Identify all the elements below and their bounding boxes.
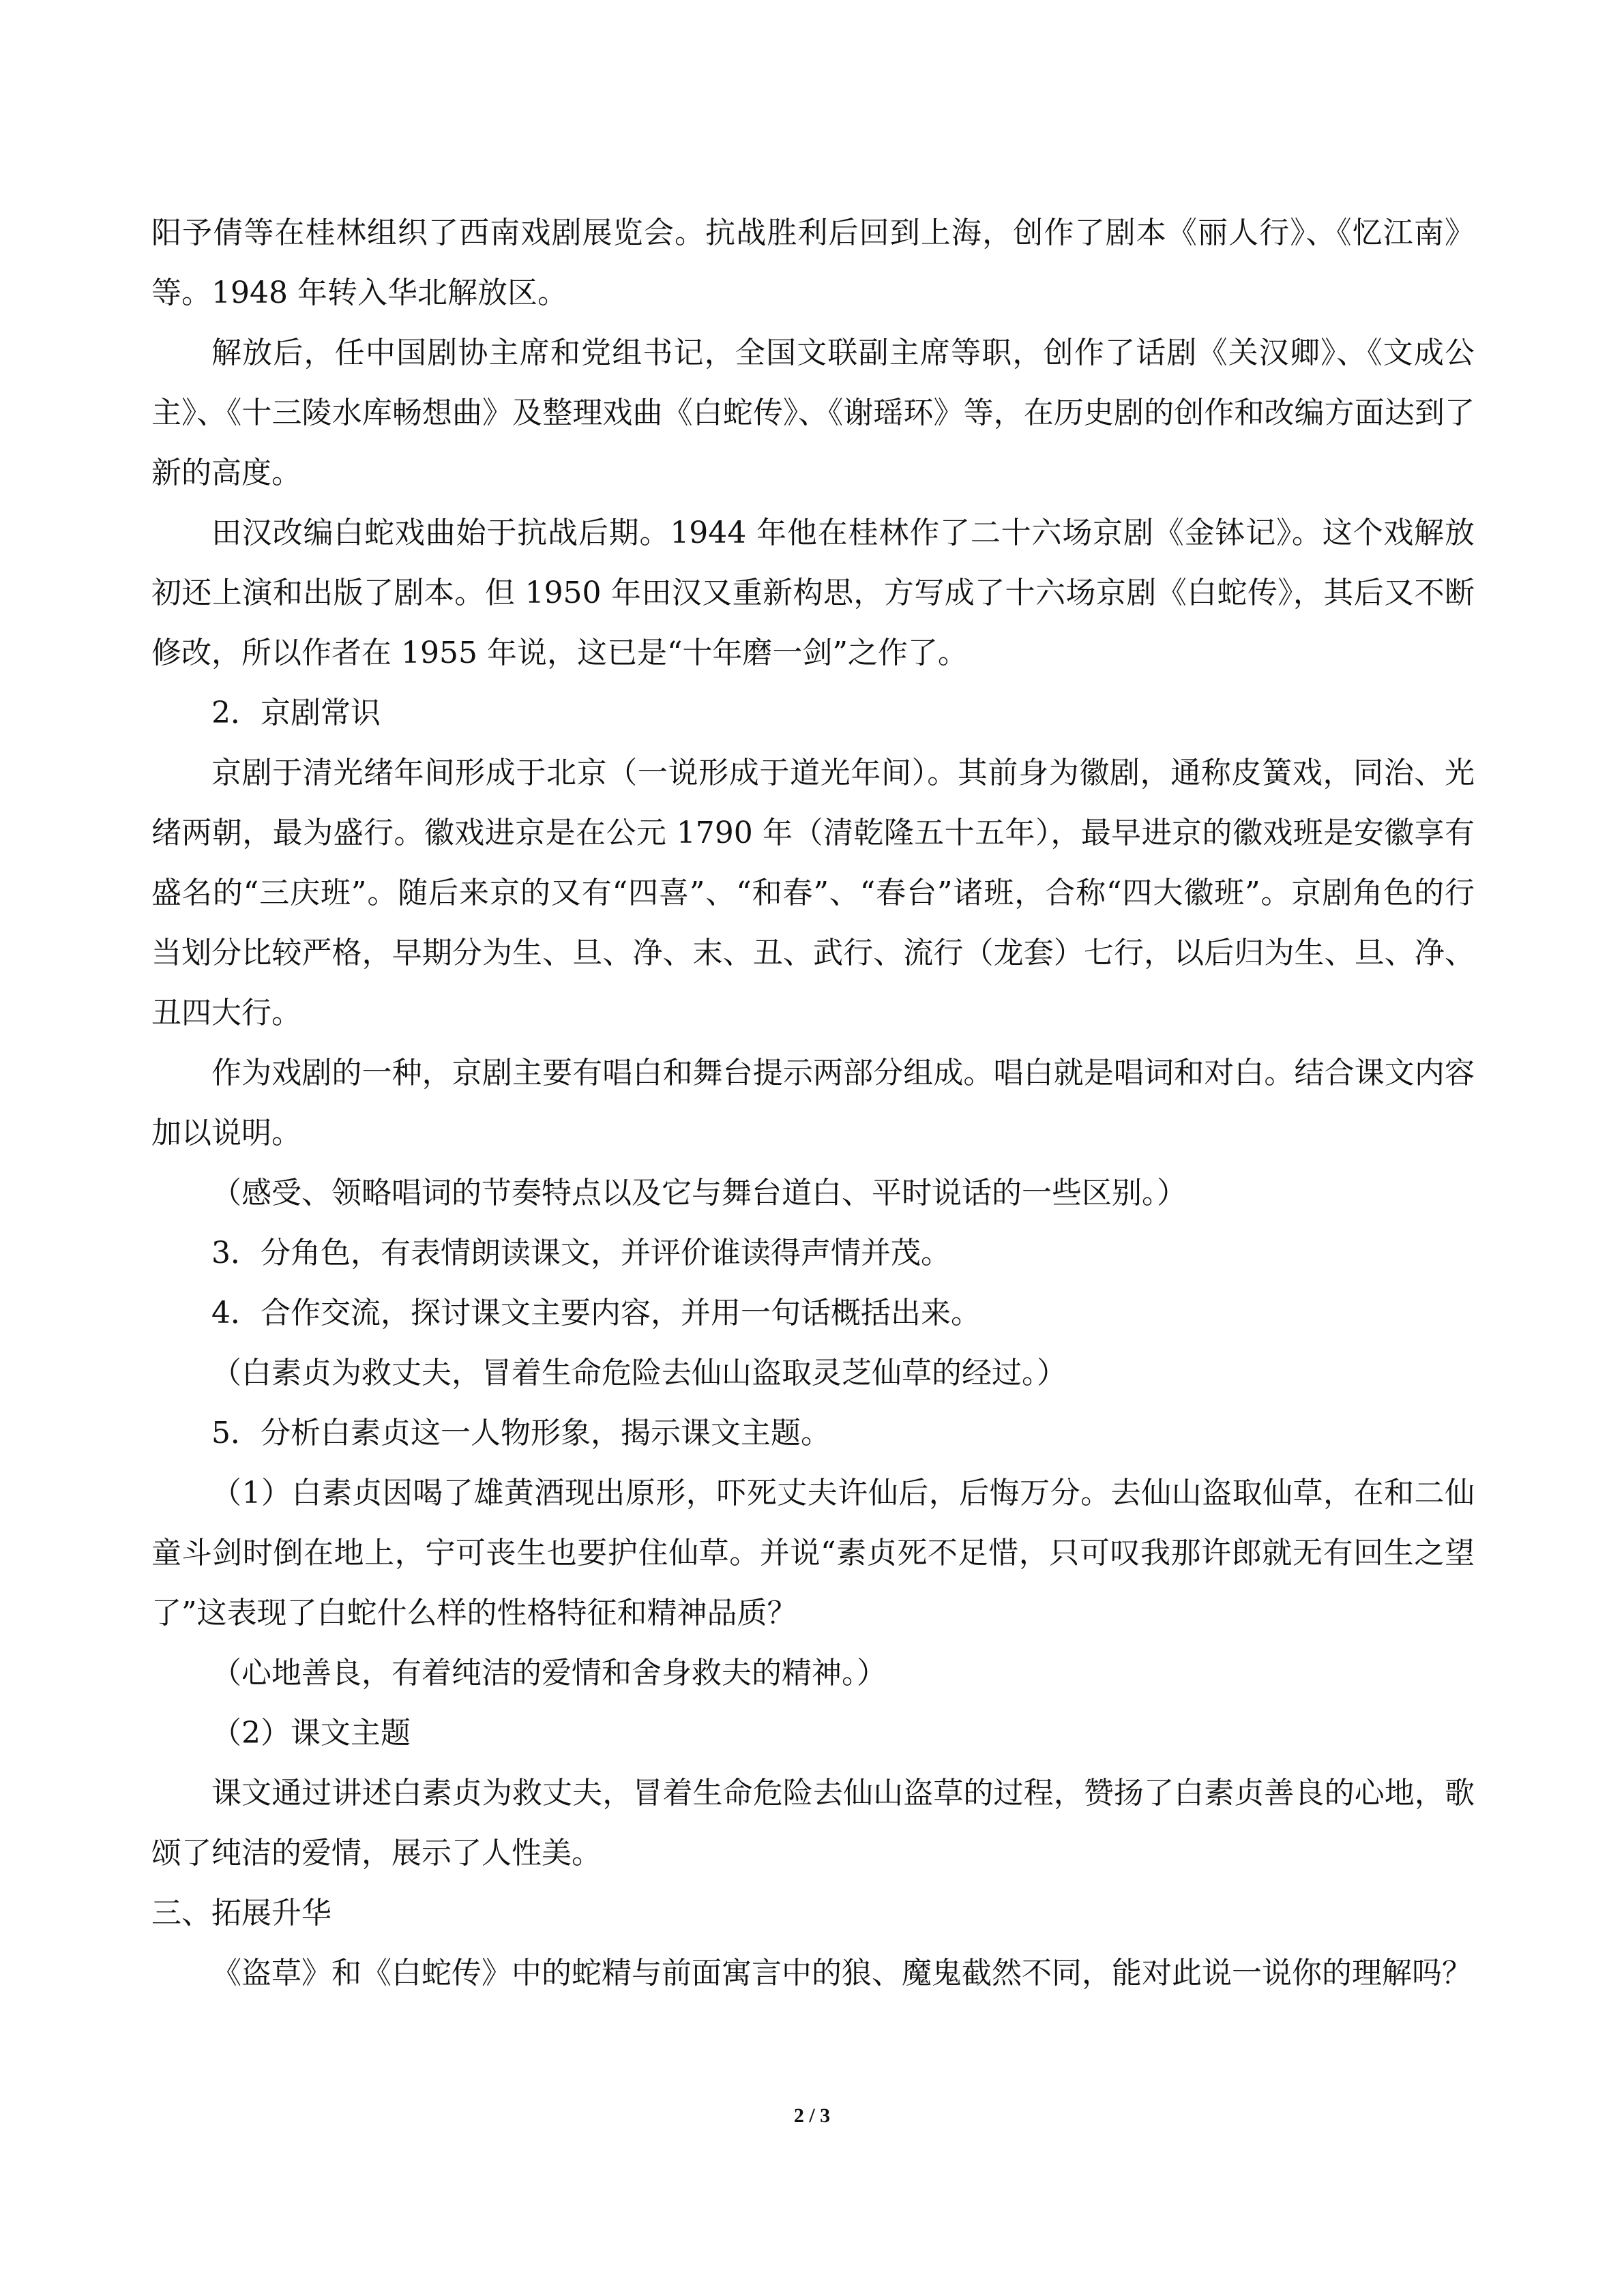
page-number: 2 / 3	[793, 2104, 831, 2127]
answer-summary: （白素贞为救丈夫，冒着生命危险去仙山盗取灵芝仙草的经过。）	[211, 1356, 1067, 1390]
paragraph-post-liberation: 解放后，任中国剧协主席和党组书记，全国文联副主席等职，创作了话剧《关汉卿》、《文成公主》、《十三陵水库畅想曲》及整理戏曲《白蛇传》、《谢瑶环》等，在历史剧的创作和改编方面达到了新的高度。	[151, 336, 1475, 490]
task-summarize: 4．合作交流，探讨课文主要内容，并用一句话概括出来。	[211, 1296, 981, 1330]
paragraph-adaptation-history: 田汉改编白蛇戏曲始于抗战后期。1944 年他在桂林作了二十六场京剧《金钵记》。这个戏解放初还上演和出版了剧本。但 1950 年田汉又重新构思，方写成了十六场京剧《白蛇传》，其后又不断修改，所以作者在 1955 年说，这已是“十年磨一剑”之作了。	[151, 516, 1475, 670]
paragraph-peking-opera-origin: 京剧于清光绪年间形成于北京（一说形成于道光年间）。其前身为徽剧，通称皮簧戏，同治、光绪两朝，最为盛行。徽戏进京是在公元 1790 年（清乾隆五十五年），最早进京的徽戏班是安徽享有盛名的“三庆班”。随后来京的又有“四喜”、“和春”、“春台”诸班，合称“四大徽班”。京剧角色的行当划分比较严格，早期分为生、旦、净、末、丑、武行、流行（龙套）七行，以后归为生、旦、净、丑四大行。	[151, 756, 1475, 1030]
paragraph-opera-composition: 作为戏剧的一种，京剧主要有唱白和舞台提示两部分组成。唱白就是唱词和对白。结合课文内容加以说明。	[151, 1056, 1475, 1150]
paragraph-extension-question: 《盗草》和《白蛇传》中的蛇精与前面寓言中的狼、魔鬼截然不同，能对此说一说你的理解吗？	[211, 1956, 1472, 1991]
answer-character: （心地善良，有着纯洁的爱情和舍身救夫的精神。）	[211, 1656, 887, 1690]
paragraph-character-question: （1）白素贞因喝了雄黄酒现出原形，吓死丈夫许仙后，后悔万分。去仙山盗取仙草，在和二仙童斗剑时倒在地上，宁可丧生也要护住仙草。并说“素贞死不足惜，只可叹我那许郎就无有回生之望了”这表现了白蛇什么样的性格特征和精神品质？	[151, 1476, 1475, 1630]
subheading-theme: （2）课文主题	[211, 1716, 411, 1750]
document-body	[151, 203, 1475, 2003]
paragraph-note-rhythm: （感受、领略唱词的节奏特点以及它与舞台道白、平时说话的一些区别。）	[211, 1176, 1187, 1210]
section-heading-extension: 三、拓展升华	[151, 1896, 331, 1930]
paragraph-theme: 课文通过讲述白素贞为救丈夫，冒着生命危险去仙山盗草的过程，赞扬了白素贞善良的心地，歌颂了纯洁的爱情，展示了人性美。	[151, 1776, 1475, 1870]
task-character-analysis: 5．分析白素贞这一人物形象，揭示课文主题。	[211, 1416, 831, 1450]
section-heading-peking-opera: 2．京剧常识	[211, 696, 381, 730]
task-read-aloud: 3．分角色，有表情朗读课文，并评价谁读得声情并茂。	[211, 1236, 951, 1270]
paragraph-continuation: 阳予倩等在桂林组织了西南戏剧展览会。抗战胜利后回到上海，创作了剧本《丽人行》、《忆江南》等。1948 年转入华北解放区。	[151, 215, 1475, 310]
